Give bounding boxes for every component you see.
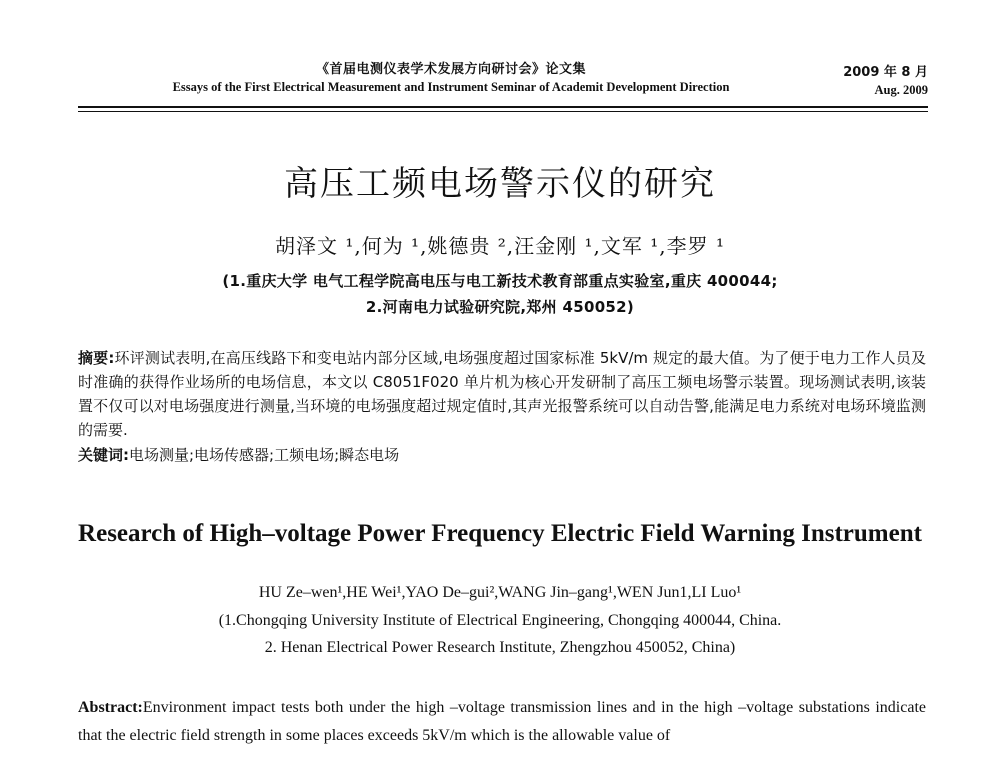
affiliation-1-en: (1.Chongqing University Institute of Electrical Engineering, Chongqing 400044, China.: [218, 612, 782, 629]
abstract-text-en: Environment impact tests both under the high –voltage transmission lines and in the high –voltage substations indicate that the electric field strength in some places exceeds 5kV/m which is the allowable value of: [78, 699, 926, 744]
abstract-label-en: Abstract:: [78, 699, 143, 716]
affiliation-1-cn: (1.重庆大学 电气工程学院高电压与电工新技术教育部重点实验室,重庆 400044;: [222, 272, 778, 290]
abstract-en: [78, 694, 926, 750]
header-rule-thin: [78, 111, 928, 112]
paper-title-en: Research of High–voltage Power Frequency Electric Field Warning Instrument: [78, 520, 922, 547]
header-rule-thick: [78, 106, 928, 108]
keywords-label-cn: 关键词:: [78, 446, 129, 464]
authors-en: HU Ze–wen¹,HE Wei¹,YAO De–gui²,WANG Jin–gang¹,WEN Jun1,LI Luo¹: [258, 584, 742, 601]
paper-title-cn: 高压工频电场警示仪的研究: [284, 164, 716, 204]
issue-date-en: Aug. 2009: [874, 83, 928, 97]
authors-cn: 胡泽文 ¹,何为 ¹,姚德贵 ²,汪金刚 ¹,文军 ¹,李罗 ¹: [274, 234, 726, 258]
affiliation-2-en: 2. Henan Electrical Power Research Institute, Zhengzhou 450052, China): [264, 639, 736, 656]
journal-title-en: Essays of the First Electrical Measurement and Instrument Seminar of Academit Development Direction: [172, 80, 730, 94]
issue-date-cn: 2009 年 8 月: [843, 65, 928, 80]
running-header: [78, 52, 928, 114]
abstract-cn: [78, 346, 926, 442]
journal-title-cn: 《首届电测仪表学术发展方向研讨会》论文集: [315, 62, 586, 77]
keywords-text-cn: 电场测量;电场传感器;工频电场;瞬态电场: [129, 446, 400, 464]
abstract-text-cn: 环评测试表明,在高压线路下和变电站内部分区域,电场强度超过国家标准 5kV/m 规定的最大值。为了便于电力工作人员及时准确的获得作业场所的电场信息，本文以 C8051F020 单片机为核心开发研制了高压工频电场警示装置。现场测试表明,该装置不仅可以对电场强度进行测量,当环境的电场强度超过规定值时,其声光报警系统可以自动告警,能满足电力系统对电场环境监测的需要.: [78, 349, 927, 439]
keywords-cn: [78, 443, 926, 467]
affiliation-2-cn: 2.河南电力试验研究院,郑州 450052): [365, 298, 635, 316]
abstract-label-cn: 摘要:: [78, 349, 115, 367]
